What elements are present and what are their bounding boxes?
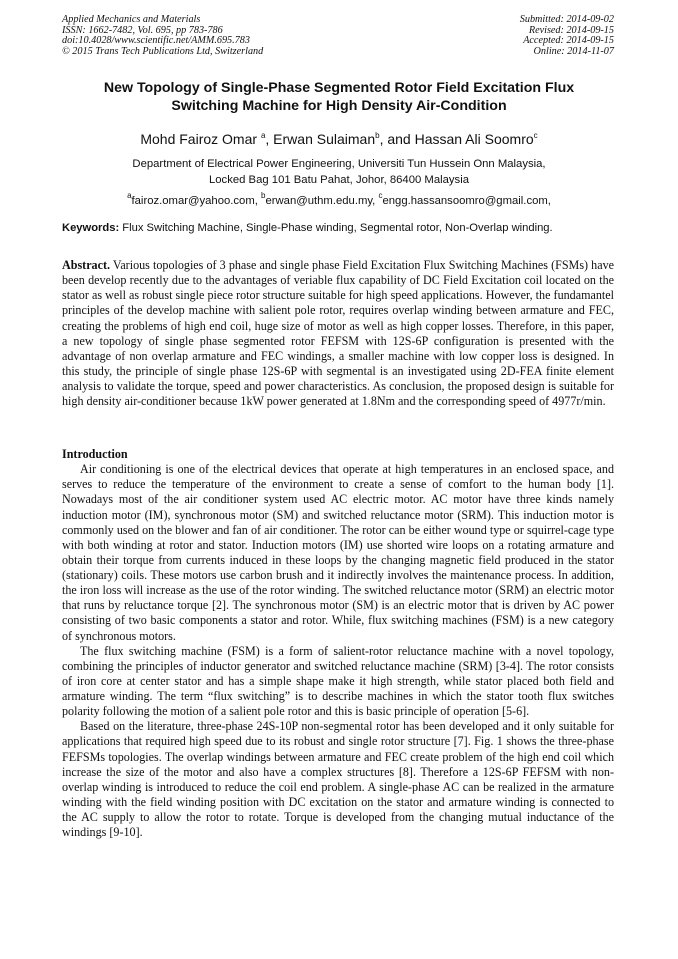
author-name: Erwan Sulaiman bbox=[273, 131, 376, 147]
keywords bbox=[62, 221, 613, 235]
affiliation bbox=[60, 156, 618, 188]
issn-line: ISSN: 1662-7482, Vol. 695, pp 783-786 bbox=[62, 24, 223, 36]
abstract bbox=[62, 258, 614, 409]
section-heading: Introduction bbox=[62, 447, 128, 461]
title-line-2: Switching Machine for High Density Air-Condition bbox=[171, 98, 507, 114]
email-list bbox=[60, 191, 618, 208]
paragraph: The flux switching machine (FSM) is a form of salient-rotor reluctance machine with a novel topology, combining the principles of inductor generator and switched reluctance machine (SRM) [3-4]. The rotor consists of iron core at center stator and has a simple shape make it high strength, while stator placed both field and armature winding. The term “flux switching” is to describe machines in which the stator tooth flux switches polarity following the motion of a salient pole rotor and this is basic principle of operation [5-6]. bbox=[62, 643, 614, 719]
abstract-label: Abstract. bbox=[62, 258, 111, 272]
accepted-date: Accepted: 2014-09-15 bbox=[523, 35, 614, 47]
affiliation-line-1: Department of Electrical Power Engineering, Universiti Tun Hussein Onn Malaysia, bbox=[132, 158, 546, 170]
email-address[interactable]: fairoz.omar@yahoo.com, bbox=[131, 195, 262, 207]
author-separator: , and bbox=[379, 131, 415, 147]
affiliation-line-2: Locked Bag 101 Batu Pahat, Johor, 86400 Malaysia bbox=[208, 174, 469, 186]
journal-name: Applied Mechanics and Materials bbox=[62, 14, 201, 25]
affiliation-mark: c bbox=[533, 131, 538, 140]
paragraph: Based on the literature, three-phase 24S-10P non-segmental rotor has been developed and it only suitable for applications that required high speed due to its robust and single rotor structure [7]. Fig. 1 shows the three-phase FEFSMs topologies. The overlap windings between armature and FEC create problem of the high end coil which increase the size of the motor and also have a complex structures [8]. Therefore a 12S-6P FEFSM with non-overlap winding is introduced to reduce the coil end problem. A single-phase AC can be realized in the armature winding with the field winding position with DC excitation on the stator and armature winding is connected to the AC supply to allow the rotor to rotate. Torque is developed from the changing mutual inductance of the windings [9-10]. bbox=[62, 719, 614, 840]
title-line-1: New Topology of Single-Phase Segmented Rotor Field Excitation Flux bbox=[103, 80, 575, 96]
copyright-line: © 2015 Trans Tech Publications Ltd, Switzerland bbox=[62, 45, 264, 57]
author-separator: , bbox=[265, 131, 274, 147]
affiliation-mark: b bbox=[375, 131, 380, 140]
doi-line: doi:10.4028/www.scientific.net/AMM.695.783 bbox=[62, 35, 250, 47]
affiliation-mark: c bbox=[378, 191, 383, 200]
email-address[interactable]: engg.hassansoomro@gmail.com, bbox=[382, 195, 551, 207]
submitted-date: Submitted: 2014-09-02 bbox=[519, 14, 614, 25]
author-name: Hassan Ali Soomro bbox=[414, 131, 534, 147]
affiliation-mark: a bbox=[260, 131, 266, 140]
affiliation-mark: b bbox=[261, 191, 266, 200]
author-name: Mohd Fairoz Omar bbox=[140, 131, 258, 147]
keywords-label: Keywords: bbox=[62, 222, 120, 234]
affiliation-mark: a bbox=[127, 191, 132, 200]
paragraph: Air conditioning is one of the electrical devices that operate at high temperatures in an enclosed space, and serves to reduce the temperature of the environment to create a sense of comfort to the human body [1]. Nowadays most of the air conditioner system used AC electric motor. AC motor have three kinds namely induction motor (IM), synchronous motor (SM) and switched reluctance motor (SRM). This induction motor is commonly used on the blower and fan of air conditioner. The rotor can be either wound type or squirrel-cage type with both winding at rotor and stator. Induction motors (IM) use shorted wire loops on a rotating armature and obtain their torque from currents induced in these loops by the changing magnetic field produced in the stator (stationary) coils. These motors use carbon brush and it indirectly involves the maintenance process. In addition, the iron loss will increase as the use of the rotor winding. The switched reluctance motor (SRM) an electric motor that runs by reluctance torque [2]. The synchronous motor (SM) is an electric motor that is driven by AC power consisting of two basic components a stator and rotor. While, flux switching machines (FSM) is a new category of synchronous motors. bbox=[62, 462, 614, 643]
author-list bbox=[60, 131, 618, 148]
introduction-section bbox=[62, 447, 614, 840]
email-address[interactable]: erwan@uthm.edu.my, bbox=[265, 195, 379, 207]
abstract-text: Various topologies of 3 phase and single phase Field Excitation Flux Switching Machines (FSMs) have been develop recently due to the advantages of veriable flux capability of DC Field Excitation coil located on the stator as well as robust single piece rotor structure suitable for high speed applications. However, the fundamantel principles of the develop machine with salient pole rotor, requires overlap winding between armature and FEC, creating the problems of high end coil, huge size of motor as well as high copper losses. Therefore, in this paper, a new topology of single phase segmented rotor FEFSM with 12S-6P configuration is presented with the advantage of non overlap armature and FEC windings, a smaller machine with low copper loss is designed. In this study, the principle of single phase 12S-6P with segmental is an investigated using 2D-FEA finite element analysis to validate the torque, speed and power characteristics. As conclusion, the proposed design is suitable for high density air-conditioner because 1kW power generated at 1.8Nm and the corresponding speed of 4977r/min. bbox=[62, 258, 614, 409]
dates-header bbox=[520, 15, 614, 57]
revised-date: Revised: 2014-09-15 bbox=[528, 24, 614, 36]
paper-title bbox=[60, 79, 618, 115]
keywords-text: Flux Switching Machine, Single-Phase winding, Segmental rotor, Non-Overlap winding. bbox=[119, 222, 553, 234]
online-date: Online: 2014-11-07 bbox=[533, 45, 614, 57]
journal-header bbox=[62, 15, 263, 57]
